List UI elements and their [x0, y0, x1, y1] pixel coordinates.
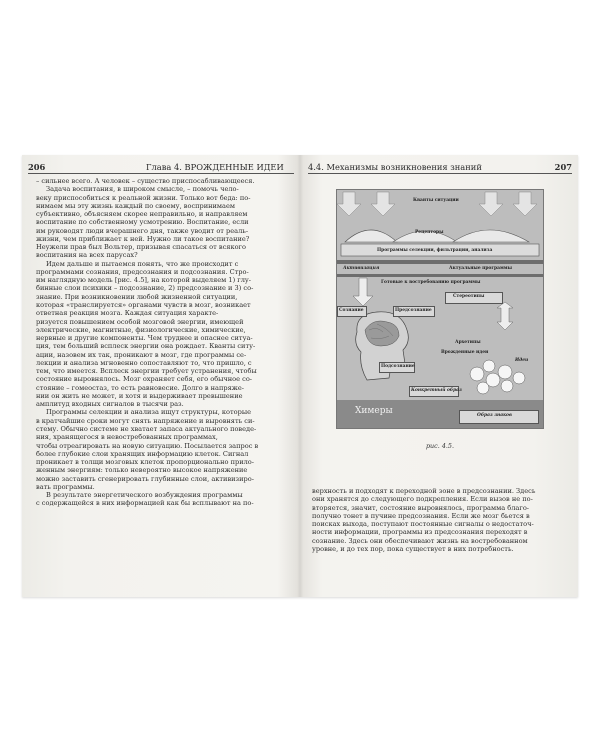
book-spread [22, 155, 578, 597]
text-line: с содержащейся в них информацией как бы всплывают на по- [36, 499, 254, 508]
left-page-number: 206 [28, 162, 46, 172]
figure-label-ready: Готовые к востребованию программы [381, 280, 481, 285]
text-line: ации, назовем их так, проникают в мозг, где программы се- [36, 350, 247, 359]
text-line: знание. При возникновении любой жизненной ситуации, [36, 292, 238, 301]
text-line: тем, что имеется. Всплеск энергии требует устранения, чтобы [36, 367, 257, 376]
text-line: стему. Обычно системе не хватает запаса актуального поведе- [36, 424, 257, 433]
figure-label-quanta: Кванты ситуации [413, 198, 459, 203]
text-line: бинные слои психики – подсознание, 2) предсознание и 3) со- [36, 284, 254, 293]
figure-label-consciousness: Сознание [339, 308, 364, 313]
text-line: электрические, магнитные, физиологические, химические, [36, 325, 246, 334]
figure-label-archetypes: Архетипы [455, 340, 481, 345]
text-line: женным энергиям: только невероятно высокое напряжение [36, 466, 248, 475]
text-line: воспитания на всех парусах? [36, 251, 138, 260]
figure-caption: рис. 4.5. [425, 442, 455, 450]
text-line: вать программы. [36, 482, 95, 491]
figure-label-subconscious: Подсознание [381, 364, 415, 369]
text-line: можно заставить сгенерировать глубинные слои, активизиро- [36, 474, 254, 483]
figure-label-chimeras: Химеры [355, 406, 393, 416]
right-running-title: 4.4. Механизмы возникновения знаний [308, 162, 482, 172]
text-line: В результате энергетического возбуждения программы [46, 491, 243, 500]
text-line: ция, тем больший всплеск энергии она рождает. Кванты ситу- [36, 342, 256, 351]
text-line: стояние – гомеостаз, то есть равновесие. Долго в напряже- [36, 383, 244, 392]
text-line: сознание. Здесь они обеспечивают жизнь на востребованном [312, 536, 528, 545]
figure-label-sign-image: Образ знаков [477, 413, 512, 418]
text-line: Неужели прав был Вольтер, призывая спасаться от всякого [36, 243, 246, 252]
right-page-body [312, 487, 567, 553]
text-line: программами сознания, предсознания и подсознания. Стро- [36, 267, 249, 276]
text-line: им наглядную модель [рис. 4.5], на которой выделяем 1) глу- [36, 276, 252, 285]
text-line: нимаем мы эту жизнь каждый по своему, воспринимаем [36, 201, 236, 210]
text-line: Задача воспитания, в широком смысле, – помочь чело- [46, 185, 239, 194]
left-page-body [36, 177, 291, 508]
right-running-head [308, 161, 572, 174]
text-line: ния, хранящегося в невостребованных программах, [36, 433, 218, 442]
text-line: ответная реакция мозга. Каждая ситуация характе- [36, 309, 219, 318]
text-line: им руководят люди вчерашнего дня, также уводит от реаль- [36, 226, 249, 235]
left-page [22, 155, 300, 597]
figure-label-stereotypes: Стереотипы [453, 294, 485, 299]
text-line: получно тонет в пучине предсознания. Если же мозг бьется в [312, 511, 530, 520]
text-line: Программы селекции и анализа ищут структуры, которые [46, 408, 252, 417]
figure-label-preconsciousness: Предсознание [395, 308, 432, 313]
text-line: амплитуд входных сигналов в тысячи раз. [36, 400, 184, 409]
text-line: – сильнее всего. А человек – существо приспосабливающееся. [36, 177, 255, 185]
text-line: нервные и другие компоненты. Чем труднее и опаснее ситуа- [36, 334, 253, 343]
text-line: уровне, и до тех пор, пока существует в них потребность. [312, 544, 514, 553]
figure-label-actual: Актуальные программы [449, 266, 512, 271]
left-running-title: Глава 4. ВРОЖДЕННЫЕ ИДЕИ [146, 162, 284, 172]
text-line: субъективно, объясняем скорее неправильно, и направляем [36, 210, 248, 219]
text-line: лекции и анализа мгновенно сопоставляют то, что пришло, с [36, 358, 252, 367]
text-line: которая «транслируется» органами чувств в мозг, возникает [36, 300, 251, 309]
text-line: состояние выровнялось. Мозг охраняет себя, его обычное со- [36, 375, 253, 384]
text-line: более глубокие слои хранящих информацию клеток. Сигнал [36, 449, 249, 458]
left-running-head [28, 161, 294, 174]
text-line: ности информации, программы из предсознания переходят в [312, 528, 528, 537]
text-line: проникает в толщи мозговых клеток пропорционально прило- [36, 458, 254, 467]
text-line: веку приспособиться к реальной жизни. Только вот беда: по- [36, 193, 251, 202]
figure-label-receptors: Рецепторы [415, 230, 444, 235]
text-line: поисках выхода, поступают постоянные сигналы о недостаточ- [312, 520, 534, 529]
figure-label-concrete: Конкретный образ [411, 388, 462, 393]
figure-4-5 [336, 189, 544, 429]
text-line: воспитание по собственному усмотрению. Воспитание, если [36, 218, 249, 227]
text-line: жизни, чем приближает к ней. Нужно ли такое воспитание? [36, 234, 250, 243]
text-line: чтобы отреагировать на новую ситуацию. Посылается запрос в [36, 441, 259, 450]
text-line: они хранятся до следующего подкрепления. Если вызов не по- [312, 495, 533, 504]
text-line: вторяется, значит, состояние выровнялось, программа благо- [312, 503, 530, 512]
text-line: ризуется повышением особой мозговой энергии, имеющей [36, 317, 244, 326]
text-line: Идем дальше и пытаемся понять, что же происходит с [46, 259, 239, 268]
right-page [302, 155, 578, 597]
right-page-number: 207 [554, 162, 572, 172]
figure-label-innate: Врожденные идеи [441, 350, 489, 355]
text-line: верхность и подходят к переходной зоне в предсознании. Здесь [312, 487, 536, 495]
text-line: в кратчайшие сроки могут снять напряжение и выровнять си- [36, 416, 255, 425]
text-line: нии он жить не может, и хотя и выдерживает превышение [36, 391, 243, 400]
figure-label-ideas: Идеи [515, 358, 529, 363]
figure-label-activation: Активизация [343, 266, 380, 271]
figure-label-selection: Программы селекции, фильтрации, анализа [377, 248, 493, 253]
